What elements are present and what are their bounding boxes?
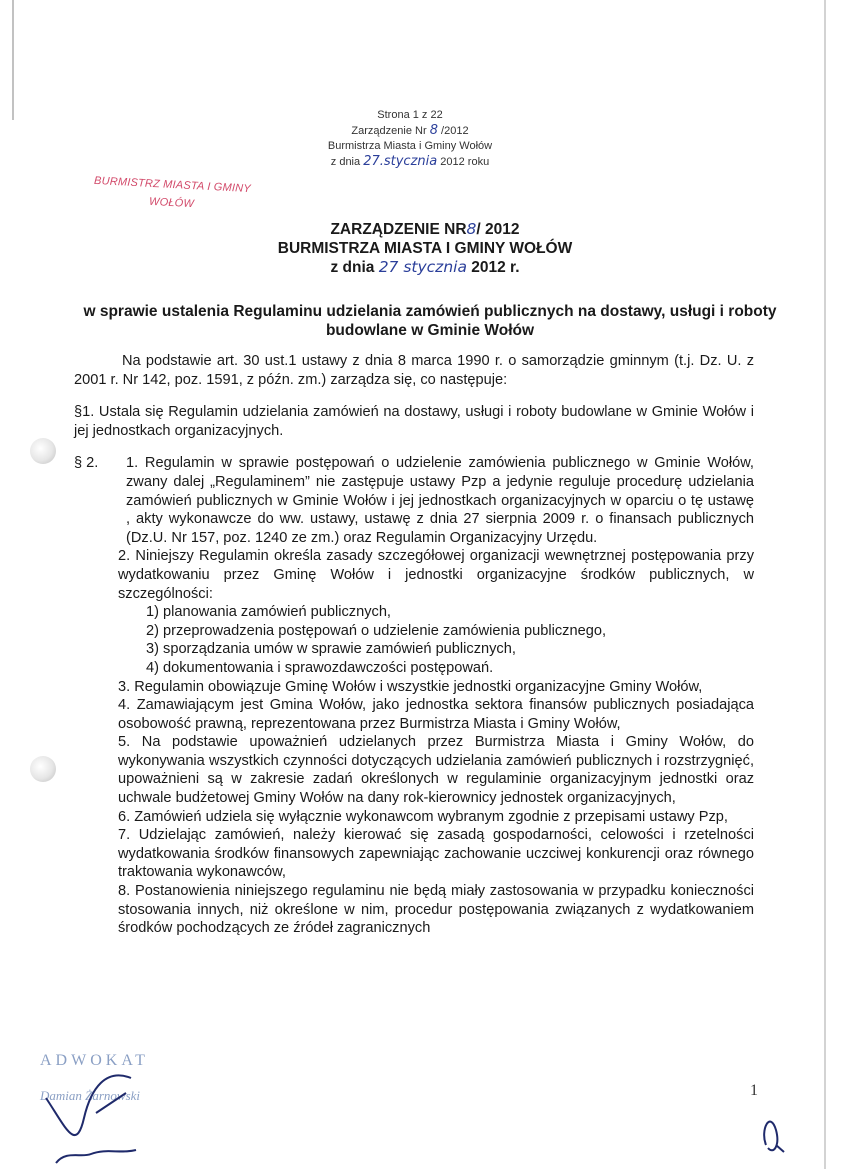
section-2-item-3: 3. Regulamin obowiązuje Gminę Wołów i wszystkie jednostki organizacyjne Gminy Wołów, (118, 678, 703, 695)
handwritten-order-number: 8 (429, 123, 438, 138)
page-indicator: Strona 1 z 22 (377, 109, 443, 121)
handwritten-date: 27.stycznia (363, 154, 438, 169)
section-2 (74, 454, 754, 547)
punch-hole (30, 438, 56, 464)
initials-mark (752, 1100, 792, 1160)
section-2-item-8: 8. Postanowienia niniejszego regulaminu nie będą miały zastosowania w przypadku konieczności stosowania innych, niż określone w nim, procedur postępowania związanych z wydatkowaniem środków pochodzących ze źródeł zagranicznych (118, 883, 754, 937)
header-issuer: Burmistrza Miasta i Gminy Wołów (327, 140, 493, 152)
section-2-item-7: 7. Udzielając zamówień, należy kierować się zasadą gospodarności, celowości i rzetelności wydatkowania środków finansowych zapewniając zachowanie uczciwej konkurencji oraz równego traktowania wykonawców, (118, 827, 754, 881)
document-subject: w sprawie ustalenia Regulaminu udzielania zamówień publicznych na dostawy, usługi i roboty budowlane w Gminie Wołów (83, 303, 777, 339)
title-line-3: z dnia 27 stycznia 2012 r. (330, 258, 520, 276)
page-number: 1 (750, 1082, 758, 1099)
section-2-item-2: 2. Niniejszy Regulamin określa zasady szczegółowej organizacji wewnętrznej postępowania przy wydatkowaniu przez Gminę Wołów i jednostki organizacyjne środków publicznych, w szczególności: (118, 548, 754, 602)
handwritten-title-number: 8 (466, 220, 477, 238)
document-header (300, 108, 520, 170)
punch-hole (30, 756, 56, 782)
section-1: §1. Ustala się Regulamin udzielania zamówień na dostawy, usługi i roboty budowlane w Gminie Wołów i jej jednostkach organizacyjnych. (74, 404, 754, 439)
document-title (180, 220, 670, 277)
section-2-item-4: 4. Zamawiającym jest Gmina Wołów, jako jednostka sektora finansów publicznych posiadająca osobowość prawną, reprezentowana przez Burmistrza Miasta i Gminy Wołów, (118, 697, 754, 732)
handwritten-title-date: 27 stycznia (378, 258, 467, 276)
scan-edge-left (12, 0, 14, 120)
section-2-item-1: 1. Regulamin w sprawie postępowań o udzielenie zamówienia publicznego w Gminie Wołów, zwany dalej „Regulaminem” nie zastępuje ustawy Pzp a jedynie reguluje procedurę udzielania zamówień publicznych w Gminie Wołów i jej jednostkach organizacyjnych w oparciu o tę ustawę , akty wykonawcze do ww. ustawy, ustawę z dnia 27 sierpnia 2009 r. o finansach publicznych (Dz.U. Nr 157, poz. 1240 ze zm.) oraz Regulamin Organizacyjny Urzędu. (126, 455, 754, 546)
section-2-item-5: 5. Na podstawie upoważnień udzielanych przez Burmistrza Miasta i Gminy Wołów, do wykonywania wszystkich czynności dotyczących udzielania zamówień publicznych i rozstrzygnięć, upoważnieni są w zakresie zadań określonych w regulaminie organizacyjnym jednostki oraz uchwale budżetowej Gminy Wołów na dany rok-kierownicy jednostek organizacyjnych, (118, 734, 754, 807)
section-2-item-6: 6. Zamówień udziela się wyłącznie wykonawcom wybranym zgodnie z przepisami ustawy Pzp, (118, 808, 728, 825)
title-line-2: BURMISTRZA MIASTA I GMINY WOŁÓW (277, 240, 573, 257)
title-line-1: ZARZĄDZENIE NR8/ 2012 (330, 220, 520, 238)
header-date-line: z dnia 27.stycznia 2012 roku (330, 154, 490, 169)
list-item: 1) planowania zamówień publicznych, (146, 604, 391, 621)
list-item: 4) dokumentowania i sprawozdawczości postępowań. (146, 659, 494, 676)
office-stamp: BURMISTRZ MIASTA I GMINY WOŁÓW (93, 174, 252, 211)
section-2-label: § 2. (74, 455, 99, 472)
list-item: 2) przeprowadzenia postępowań o udzielenie zamówienia publicznego, (146, 622, 606, 639)
document-body (74, 352, 754, 938)
scan-edge-right (824, 0, 826, 1169)
handwritten-signature (36, 1058, 176, 1168)
list-item: 3) sporządzania umów w sprawie zamówień publicznych, (146, 641, 516, 658)
lawyer-stamp: ADWOKAT Damian Żarnowski (40, 1052, 149, 1103)
header-order-line: Zarządzenie Nr 8 /2012 (351, 123, 469, 138)
intro-paragraph: Na podstawie art. 30 ust.1 ustawy z dnia 8 marca 1990 r. o samorządzie gminnym (t.j. Dz. U. z 2001 r. Nr 142, poz. 1591, z późn. zm.) zarządza się, co następuje: (74, 353, 754, 388)
